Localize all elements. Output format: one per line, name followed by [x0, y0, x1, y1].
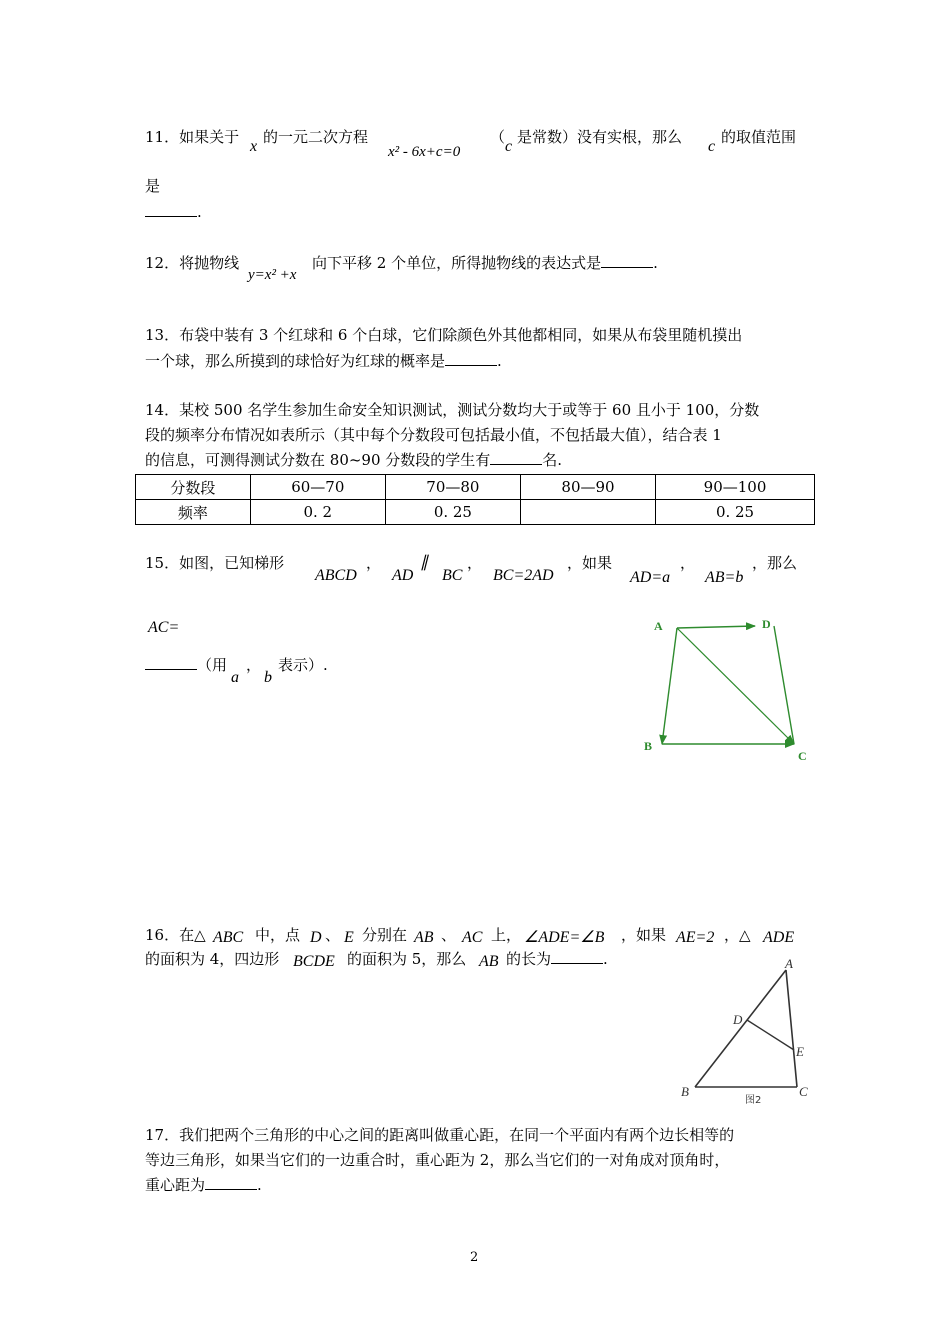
q16-text-2: 中，点	[255, 926, 301, 944]
table-cell: 0. 25	[656, 500, 815, 525]
answer-blank	[601, 253, 653, 268]
q12-text-2-body: 向下平移 2 个单位，所得抛物线的表达式是	[312, 254, 602, 272]
table-cell: 0. 2	[250, 500, 385, 525]
q11-paren: （	[490, 128, 506, 146]
q14-end: 名.	[542, 451, 563, 469]
q16-text-9-body: 的长为	[506, 950, 552, 968]
q15-comma-4: ，	[680, 554, 696, 572]
q16-text-4: 上，	[491, 926, 522, 944]
q16-end: .	[603, 950, 608, 968]
q13-text-1: 13．布袋中装有 3 个红球和 6 个白球，它们除颜色外其他都相同，如果从布袋里随机摸出	[145, 326, 743, 344]
q11-var-c: c	[505, 138, 513, 155]
q15-ab-b: AB=b	[705, 569, 744, 586]
table-cell	[520, 500, 655, 525]
figure-caption: 图2	[745, 1095, 762, 1106]
q15-parallel: ∥	[420, 554, 428, 571]
table-header-cell: 80—90	[520, 475, 655, 500]
answer-blank	[145, 202, 197, 217]
table-row	[136, 500, 815, 525]
q16-text-5: ，如果	[621, 926, 667, 944]
q15-bc: BC	[442, 567, 463, 584]
answer-blank	[490, 450, 542, 465]
q15-ac: AC=	[148, 619, 180, 636]
segment-dc	[774, 626, 794, 744]
q12-end: .	[653, 254, 658, 272]
q14-text-3-body: 的信息，可测得测试分数在 80~90 分数段的学生有	[145, 451, 491, 469]
q15-abcd: ABCD	[315, 567, 357, 584]
q15-answer-line	[145, 655, 227, 675]
q16-sep-2: 、	[441, 926, 457, 944]
q17-text-1: 17．我们把两个三角形的中心之间的距离叫做重心距，在同一个平面内有两个边长相等的	[145, 1126, 735, 1144]
q15-use: （用	[197, 656, 228, 674]
table-row-label: 频率	[136, 500, 251, 525]
q16-d: D	[310, 929, 322, 946]
q17-text-2: 等边三角形，如果当它们的一边重合时，重心距为 2，那么当它们的一对角成对顶角时，	[145, 1151, 730, 1169]
q13-text-2-body: 一个球，那么所摸到的球恰好为红球的概率是	[145, 352, 446, 370]
q14-text-2: 段的频率分布情况如表所示（其中每个分数段可包括最小值，不包括最大值），结合表 1	[145, 426, 722, 444]
q11-var-c2: c	[708, 138, 716, 155]
q16-bcde: BCDE	[293, 953, 335, 970]
q13-end: .	[497, 352, 502, 370]
q16-ab-2: AB	[479, 953, 499, 970]
trapezoid-figure	[640, 610, 820, 770]
segment-de	[747, 1020, 794, 1050]
label-a: A	[785, 956, 793, 971]
table-header-row	[136, 475, 815, 500]
q14-text-1: 14．某校 500 名学生参加生命安全知识测试，测试分数均大于或等于 60 且小于 100，分数	[145, 401, 760, 419]
q15-ad: AD	[392, 567, 414, 584]
q12-text-2	[312, 253, 658, 273]
label-c: C	[799, 1084, 808, 1099]
q17-text-3-body: 重心距为	[145, 1176, 206, 1194]
q16-text-3: 分别在	[362, 926, 408, 944]
q15-bc-2ad: BC=2AD	[493, 567, 554, 584]
triangle-figure	[675, 950, 825, 1110]
segment-ab	[695, 970, 786, 1087]
q11-text-3: 是常数）没有实根，那么	[517, 128, 683, 146]
q12-equation: y=x² +x	[248, 267, 297, 283]
answer-blank	[145, 655, 197, 670]
q17-end: .	[257, 1176, 262, 1194]
table-cell: 0. 25	[385, 500, 520, 525]
table-header-cell: 60—70	[250, 475, 385, 500]
q11-text-4: 的取值范围	[721, 128, 797, 146]
q16-text-6: ，△	[724, 926, 751, 944]
q15-var-a: a	[231, 669, 239, 686]
q15-express: 表示）.	[278, 656, 328, 674]
table-header-cell: 90—100	[656, 475, 815, 500]
vector-ad	[677, 626, 755, 628]
q14-text-3	[145, 450, 562, 470]
label-b: B	[681, 1084, 689, 1099]
q15-text-then: ，那么	[752, 554, 798, 572]
q16-ac: AC	[462, 929, 483, 946]
vector-ab	[662, 628, 677, 744]
q16-sep-1: 、	[325, 926, 341, 944]
q15-comma-1: ，	[366, 554, 382, 572]
q16-abc: ABC	[213, 929, 244, 946]
label-a: A	[654, 619, 663, 633]
label-d: D	[733, 1012, 743, 1027]
q15-var-b: b	[264, 669, 272, 686]
q15-comma-5: ，	[246, 656, 262, 674]
segment-ac	[786, 970, 797, 1087]
label-c: C	[798, 749, 807, 763]
answer-blank	[205, 1175, 257, 1190]
q11-end: .	[197, 203, 202, 221]
q12-text-1: 12．将抛物线	[145, 254, 240, 272]
q15-ad-a: AD=a	[630, 569, 671, 586]
vector-ac	[677, 628, 794, 744]
label-d: D	[762, 617, 771, 631]
q11-text-5: 是	[145, 177, 161, 195]
answer-blank	[445, 351, 497, 366]
q11-var-x: x	[250, 138, 258, 155]
answer-blank	[551, 949, 603, 964]
q11-answer-line	[145, 202, 202, 222]
q13-text-2	[145, 351, 502, 371]
table-header-cell: 分数段	[136, 475, 251, 500]
q11-text-1: 11．如果关于	[145, 128, 240, 146]
q17-text-3	[145, 1175, 262, 1195]
q15-comma-2: ，	[467, 554, 483, 572]
q16-text-7: 的面积为 4，四边形	[145, 950, 280, 968]
q16-text-8: 的面积为 5，那么	[347, 950, 467, 968]
label-e: E	[796, 1044, 804, 1059]
q15-text-1: 15．如图，已知梯形	[145, 554, 285, 572]
q16-text-1: 16．在△	[145, 926, 206, 944]
table-header-cell: 70—80	[385, 475, 520, 500]
q16-ab: AB	[414, 929, 434, 946]
q15-text-if: ，如果	[567, 554, 613, 572]
q11-text-2: 的一元二次方程	[263, 128, 369, 146]
q16-e: E	[344, 929, 354, 946]
q16-ae-2: AE=2	[676, 929, 715, 946]
q16-angle-eq: ∠ADE=∠B	[524, 929, 605, 946]
page-number: 2	[470, 1250, 479, 1265]
frequency-table	[135, 474, 815, 525]
label-b: B	[644, 739, 653, 753]
q11-equation: x² - 6x+c=0	[388, 144, 461, 160]
q16-text-9	[506, 949, 608, 969]
q16-ade: ADE	[763, 929, 795, 946]
